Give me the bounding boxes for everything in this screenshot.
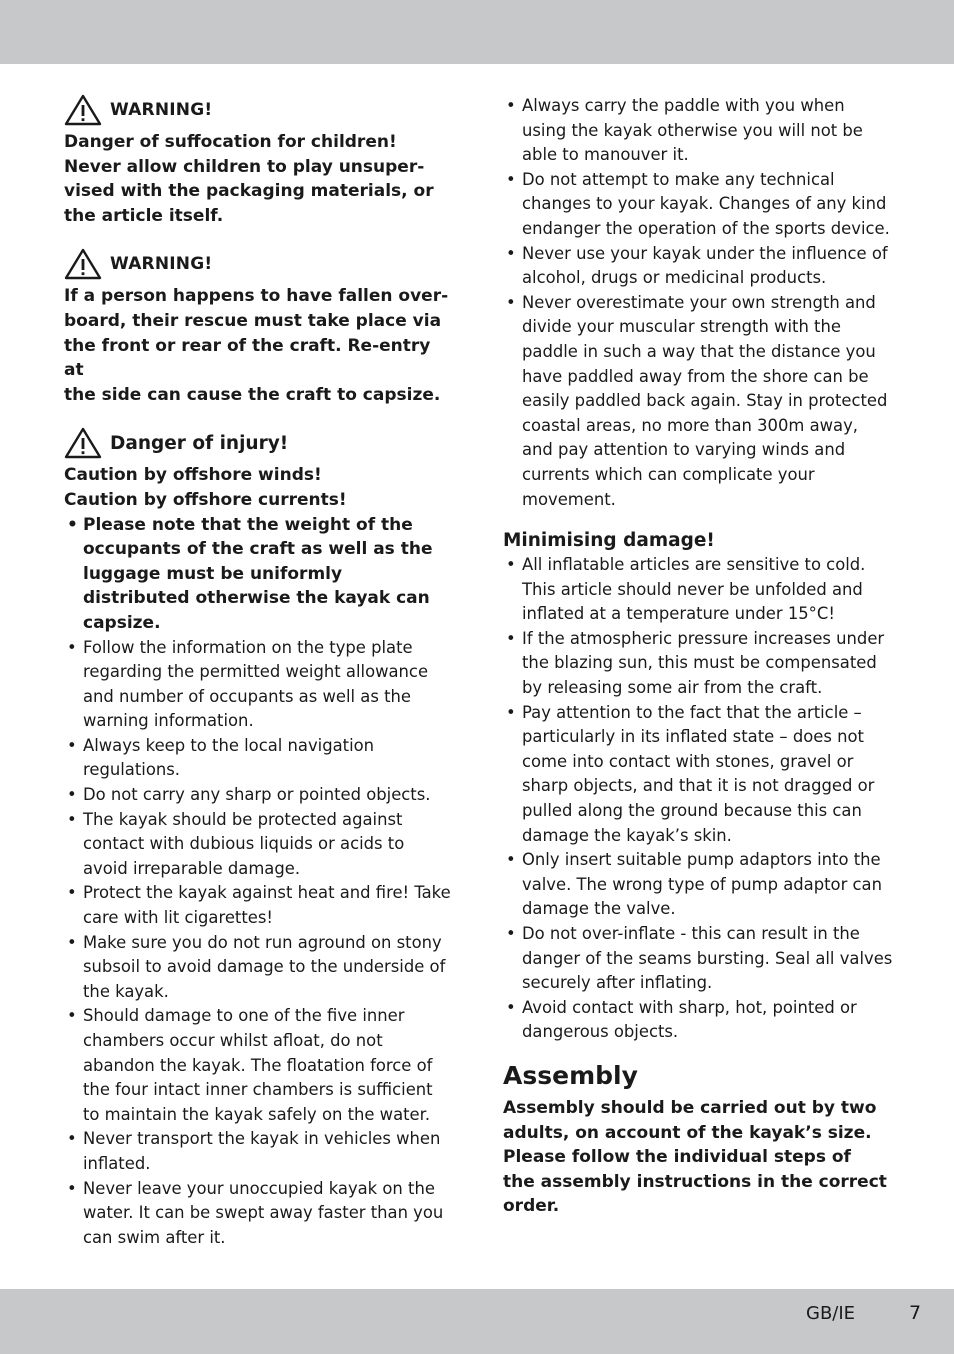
warning-line: vised with the packaging materials, or	[64, 181, 434, 202]
caution-line: Caution by offshore currents!	[64, 489, 347, 510]
list-item: • Should damage to one of the five inner chambers occur whilst afloat, do not abandon the kayak. The floatation force of the four intact inner chambers is sufficient to maintain the kayak safely on the water.	[64, 1004, 454, 1127]
warning-line: the front or rear of the craft. Re-entry at	[64, 335, 431, 381]
warning-suffocation	[64, 94, 454, 228]
caution-line: Caution by offshore winds!	[64, 465, 322, 486]
minimising-bullet-list	[503, 553, 893, 1045]
warning-triangle-icon	[64, 94, 102, 126]
warning-text	[64, 284, 454, 407]
list-item: • Always carry the paddle with you when using the kayak otherwise you will not be able to manouver it.	[503, 94, 893, 168]
warning-line: Danger of suffocation for children!	[64, 132, 397, 152]
warning-triangle-icon	[64, 248, 102, 280]
list-item: • Protect the kayak against heat and fire! Take care with lit cigarettes!	[64, 881, 454, 930]
left-column	[64, 94, 454, 1250]
list-item: • Only insert suitable pump adaptors into the valve. The wrong type of pump adaptor can damage the valve.	[503, 848, 893, 922]
caution-text	[64, 463, 454, 512]
warning-title: WARNING!	[110, 254, 213, 275]
assembly-line: adults, on account of the kayak’s size.	[503, 1122, 872, 1143]
warning-header	[64, 248, 454, 280]
danger-of-injury	[64, 427, 454, 1250]
minimising-damage-heading: Minimising damage!	[503, 530, 715, 552]
warning-text	[64, 130, 454, 228]
list-item: • Never transport the kayak in vehicles when inflated.	[64, 1127, 454, 1176]
assembly-heading: Assembly	[503, 1060, 638, 1090]
list-item: • Never overestimate your own strength and divide your muscular strength with the paddle in such a way that the distance you have paddled away from the shore can be easily paddled back again. Stay in protected coastal areas, no more than 300m away, and pay attention to varying winds and currents which can complicate your movement.	[503, 291, 893, 512]
list-item: • Always keep to the local navigation regulations.	[64, 734, 454, 783]
page-number: 7	[909, 1302, 922, 1324]
top-bar	[0, 0, 954, 64]
list-item: • Follow the information on the type plate regarding the permitted weight allowance and number of occupants as well as the warning information.	[64, 636, 454, 734]
list-item: • Never use your kayak under the influence of alcohol, drugs or medicinal products.	[503, 242, 893, 291]
list-item: • Do not attempt to make any technical changes to your kayak. Changes of any kind endanger the operation of the sports device.	[503, 168, 893, 242]
list-item: • Never leave your unoccupied kayak on the water. It can be swept away faster than you can swim after it.	[64, 1177, 454, 1251]
list-item: • If the atmospheric pressure increases under the blazing sun, this must be compensated by releasing some air from the craft.	[503, 627, 893, 701]
assembly-line: Assembly should be carried out by two	[503, 1097, 877, 1118]
assembly-line: the assembly instructions in the correct	[503, 1171, 887, 1192]
list-item: • All inflatable articles are sensitive to cold. This article should never be unfolded and inflated at a temperature under 15°C!	[503, 553, 893, 627]
list-item: • The kayak should be protected against contact with dubious liquids or acids to avoid irreparable damage.	[64, 808, 454, 882]
injury-title: Danger of injury!	[110, 432, 289, 454]
list-item: • Do not over-inflate - this can result in the danger of the seams bursting. Seal all valves securely after inflating.	[503, 922, 893, 996]
warning-title: WARNING!	[110, 100, 213, 120]
list-item: • Make sure you do not run aground on stony subsoil to avoid damage to the underside of the kayak.	[64, 931, 454, 1005]
warning-triangle-icon	[64, 427, 102, 459]
right-column	[503, 94, 893, 1219]
list-item: • Pay attention to the fact that the article – particularly in its inflated state – does not come into contact with stones, gravel or sharp objects, and that it is not dragged or pulled along the ground because this can damage the kayak’s skin.	[503, 701, 893, 849]
footer-region-label: GB/IE	[806, 1303, 856, 1324]
warning-line: the side can cause the craft to capsize.	[64, 384, 441, 405]
warning-line: the article itself.	[64, 205, 224, 226]
assembly-intro	[503, 1096, 893, 1219]
list-item: • Please note that the weight of the occupants of the craft as well as the luggage must be uniformly distributed otherwise the kayak can capsize.	[64, 513, 454, 636]
injury-header	[64, 427, 454, 459]
warning-line: Never allow children to play unsuper-	[64, 156, 425, 177]
list-item: • Do not carry any sharp or pointed objects.	[64, 783, 454, 808]
warning-header	[64, 94, 454, 126]
assembly-line: order.	[503, 1196, 560, 1217]
warning-line: board, their rescue must take place via	[64, 310, 442, 331]
warning-line: If a person happens to have fallen over-	[64, 286, 449, 307]
warning-overboard	[64, 248, 454, 407]
list-item: • Avoid contact with sharp, hot, pointed or dangerous objects.	[503, 996, 893, 1045]
injury-bullet-list	[64, 513, 454, 1251]
assembly-line: Please follow the individual steps of	[503, 1147, 851, 1168]
paddle-bullet-list	[503, 94, 893, 512]
